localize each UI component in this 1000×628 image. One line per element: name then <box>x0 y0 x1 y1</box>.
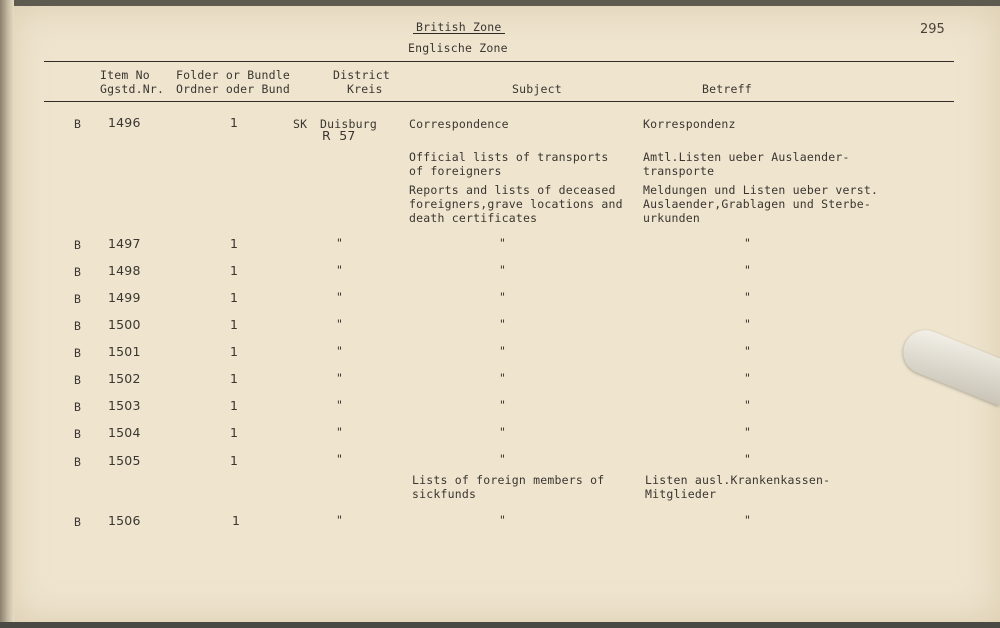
row-prefix: B <box>74 455 82 469</box>
row-folder: 1 <box>230 115 239 130</box>
row-subject-ditto: " <box>499 344 507 358</box>
row-prefix: B <box>74 346 82 360</box>
binding-spine <box>0 0 14 628</box>
row-district: Duisburg <box>320 117 377 131</box>
row-district-ditto: " <box>336 398 344 412</box>
row-betreff-ditto: " <box>744 236 752 250</box>
row-subject-ditto: " <box>499 263 507 277</box>
page-number: 295 <box>920 22 945 37</box>
row-folder: 1 <box>230 263 239 278</box>
page-bottom-edge <box>0 622 1000 628</box>
row-betreff-ditto: " <box>744 317 752 331</box>
col-district-en: District <box>333 68 390 82</box>
col-district-de: Kreis <box>347 82 383 96</box>
row-district-ditto: " <box>336 371 344 385</box>
row-folder: 1 <box>230 425 239 440</box>
row-betreff-ditto: " <box>744 290 752 304</box>
row-item-number: 1496 <box>108 115 141 130</box>
row-subject: Correspondence <box>409 117 509 131</box>
row-item-number: 1498 <box>108 263 141 278</box>
row-district-code: SK <box>293 117 308 131</box>
row-item-number: 1506 <box>108 513 141 528</box>
row-prefix: B <box>74 319 82 333</box>
row-folder: 1 <box>230 236 239 251</box>
row-item-number: 1504 <box>108 425 141 440</box>
row-item-number: 1503 <box>108 398 141 413</box>
col-betreff: Betreff <box>702 82 752 96</box>
row-prefix: B <box>74 427 82 441</box>
row-district-ditto: " <box>336 425 344 439</box>
row-subject-ditto: " <box>499 290 507 304</box>
col-folder-de: Ordner oder Bund <box>176 82 290 96</box>
row-folder: 1 <box>230 398 239 413</box>
row-district-ditto: " <box>336 513 344 527</box>
col-subject: Subject <box>512 82 562 96</box>
row-item-number: 1501 <box>108 344 141 359</box>
row-folder: 1 <box>232 513 241 528</box>
row-district-ditto: " <box>336 452 344 466</box>
row-prefix: B <box>74 400 82 414</box>
row-folder: 1 <box>230 317 239 332</box>
row-betreff-ditto: " <box>744 371 752 385</box>
row-item-number: 1499 <box>108 290 141 305</box>
entry-deceased-en: Reports and lists of deceased foreigners,grave locations and death certificates <box>409 183 623 225</box>
row-prefix: B <box>74 515 82 529</box>
row-betreff-ditto: " <box>744 398 752 412</box>
row-subject-ditto: " <box>499 371 507 385</box>
entry-transports-de: Amtl.Listen ueber Auslaender- transporte <box>643 150 850 178</box>
col-item-de: Ggstd.Nr. <box>100 82 165 96</box>
row-betreff-ditto: " <box>744 344 752 358</box>
row-subject-ditto: " <box>499 452 507 466</box>
row-item-number: 1500 <box>108 317 141 332</box>
entry-transports-en: Official lists of transports of foreigners <box>409 150 609 178</box>
row-district-ditto: " <box>336 290 344 304</box>
col-folder-en: Folder or Bundle <box>176 68 290 82</box>
ledger-page <box>10 6 1000 622</box>
row-subject-ditto: " <box>499 398 507 412</box>
row-district-ref: R 57 <box>322 128 356 143</box>
row-folder: 1 <box>230 290 239 305</box>
row-folder: 1 <box>230 453 239 468</box>
row-subject-ditto: " <box>499 317 507 331</box>
zone-title-en: British Zone <box>416 20 502 34</box>
header-bottom-rule <box>44 101 954 102</box>
zone-title-underline <box>413 33 505 34</box>
row-prefix: B <box>74 238 82 252</box>
row-district-ditto: " <box>336 263 344 277</box>
row-item-number: 1497 <box>108 236 141 251</box>
row-betreff-ditto: " <box>744 452 752 466</box>
row-betreff-ditto: " <box>744 513 752 527</box>
row-district-ditto: " <box>336 317 344 331</box>
row-prefix: B <box>74 117 82 131</box>
row-betreff-ditto: " <box>744 263 752 277</box>
row-prefix: B <box>74 373 82 387</box>
row-district-ditto: " <box>336 236 344 250</box>
row-folder: 1 <box>230 344 239 359</box>
row-item-number: 1505 <box>108 453 141 468</box>
row-prefix: B <box>74 265 82 279</box>
entry-sickfunds-en: Lists of foreign members of sickfunds <box>412 473 605 501</box>
row-prefix: B <box>74 292 82 306</box>
row-district-ditto: " <box>336 344 344 358</box>
row-item-number: 1502 <box>108 371 141 386</box>
col-item-en: Item No <box>100 68 150 82</box>
entry-deceased-de: Meldungen und Listen ueber verst. Auslaender,Grablagen und Sterbe- urkunden <box>643 183 879 225</box>
row-subject-ditto: " <box>499 236 507 250</box>
row-folder: 1 <box>230 371 239 386</box>
row-subject-ditto: " <box>499 513 507 527</box>
row-betreff-ditto: " <box>744 425 752 439</box>
entry-sickfunds-de: Listen ausl.Krankenkassen- Mitglieder <box>645 473 831 501</box>
header-top-rule <box>44 61 954 62</box>
row-betreff: Korrespondenz <box>643 117 736 131</box>
row-subject-ditto: " <box>499 425 507 439</box>
zone-title-de: Englische Zone <box>408 41 508 55</box>
